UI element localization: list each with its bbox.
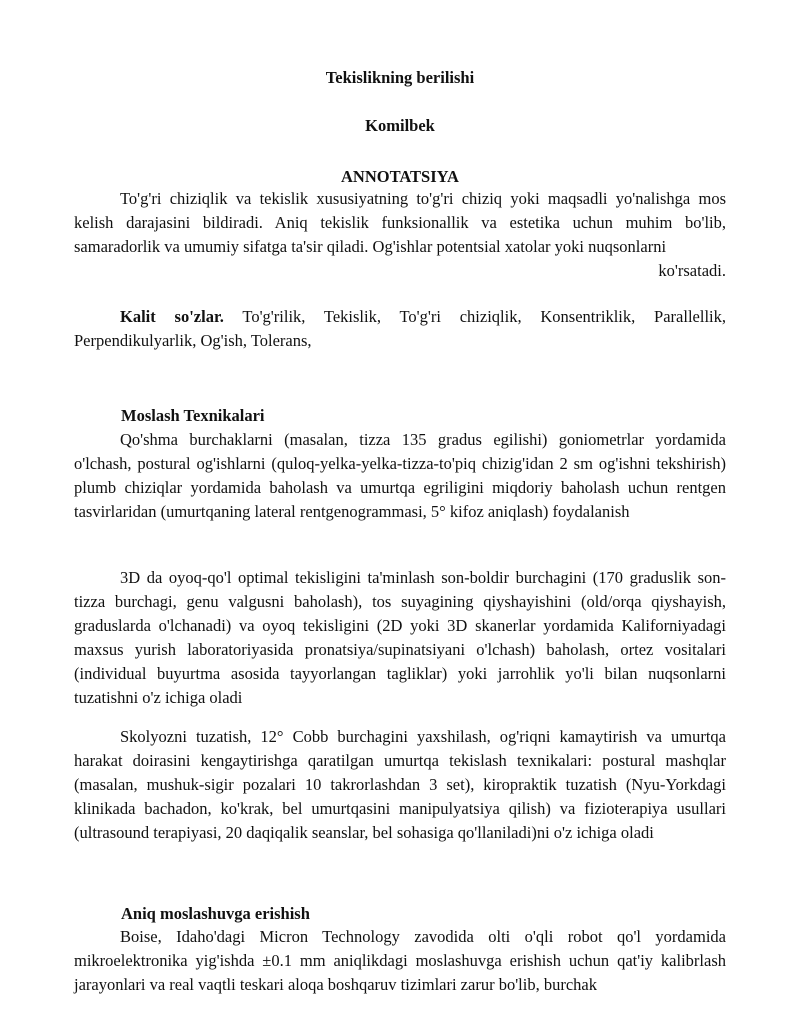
- document-title: Tekislikning berilishi: [325, 68, 475, 87]
- abstract-text-tail: ko'rsatadi.: [658, 261, 726, 280]
- section-heading-precise-alignment: Aniq moslashuvga erishish: [121, 904, 310, 923]
- keywords-paragraph: [74, 305, 726, 353]
- document-author: Komilbek: [365, 116, 435, 135]
- keywords-text: To'g'rilik, Tekislik, To'g'ri chiziqlik, Konsentriklik, Parallellik, Perpendikulyarlik, Og'ish, Tolerans,: [74, 307, 726, 350]
- section1-paragraph-3: Skolyozni tuzatish, 12° Cobb burchagini yaxshilash, og'riqni kamaytirish va umurtqa harakat doirasini kengaytirishga qaratilgan umurtqa tekislash texnikalari: postural mashqlar (masalan, mushuk-sigir pozalari 10 takrorlashdan 3 set), kiropraktik tuzatish (Nyu-Yorkdagi klinikada bachadon, ko'krak, bel umurtqasini manipulyatsiya qilish) va fizioterapiya usullari (ultrasound terapiyasi, 20 daqiqalik seanslar, bel sohasiga qo'llaniladi)ni o'z ichiga oladi: [74, 727, 726, 842]
- section2-paragraph-1: Boise, Idaho'dagi Micron Technology zavodida olti o'qli robot qo'l yordamida mikroelektronika yig'ishda ±0.1 mm aniqlikdagi moslashuvga erishish uchun qat'iy kalibrlash jarayonlari va real vaqtli teskari aloqa boshqaruv tizimlari zarur bo'lib, burchak: [74, 927, 726, 994]
- section1-paragraph-2: 3D da oyoq-qo'l optimal tekisligini ta'minlash son-boldir burchagini (170 graduslik son-tizza burchagi, genu valgusni baholash), tos suyagining qiyshayishini (old/orqa qiyshayish, graduslarda o'lchanadi) va oyoq tekisligini (2D yoki 3D skanerlar yordamida Kaliforniyadagi maxsus yurish laboratoriyasida pronatsiya/supinatsiyani o'lchash) baholash, ortez vositalari (individual buyurtma asosida tayyorlangan tagliklar) yoki jarrohlik yo'li bilan nuqsonlarni tuzatishni o'z ichiga oladi: [74, 568, 726, 707]
- keywords-label: Kalit so'zlar.: [120, 307, 224, 326]
- section-heading-alignment-techniques: Moslash Texnikalari: [121, 406, 265, 425]
- abstract-heading: ANNOTATSIYA: [341, 167, 459, 186]
- section1-paragraph-1: Qo'shma burchaklarni (masalan, tizza 135 gradus egilishi) goniometrlar yordamida o'lchash, postural og'ishlarni (quloq-yelka-yelka-tizza-to'piq chizig'idan 2 sm og'ishni tekshirish) plumb chiziqlar yordamida baholash va umurtqa egriligini miqdoriy baholash uchun rentgen tasvirlaridan (umurtqaning lateral rentgenogrammasi, 5° kifoz aniqlash) foydalanish: [74, 430, 726, 521]
- abstract-text: To'g'ri chiziqlik va tekislik xususiyatning to'g'ri chiziq yoki maqsadli yo'nalishga mos kelish darajasini bildiradi. Aniq tekislik funksionallik va estetika uchun muhim bo'lib, samaradorlik va umumiy sifatga ta'sir qiladi. Og'ishlar potentsial xatolar yoki nuqsonlarni: [74, 189, 726, 256]
- abstract-paragraph: [74, 187, 726, 280]
